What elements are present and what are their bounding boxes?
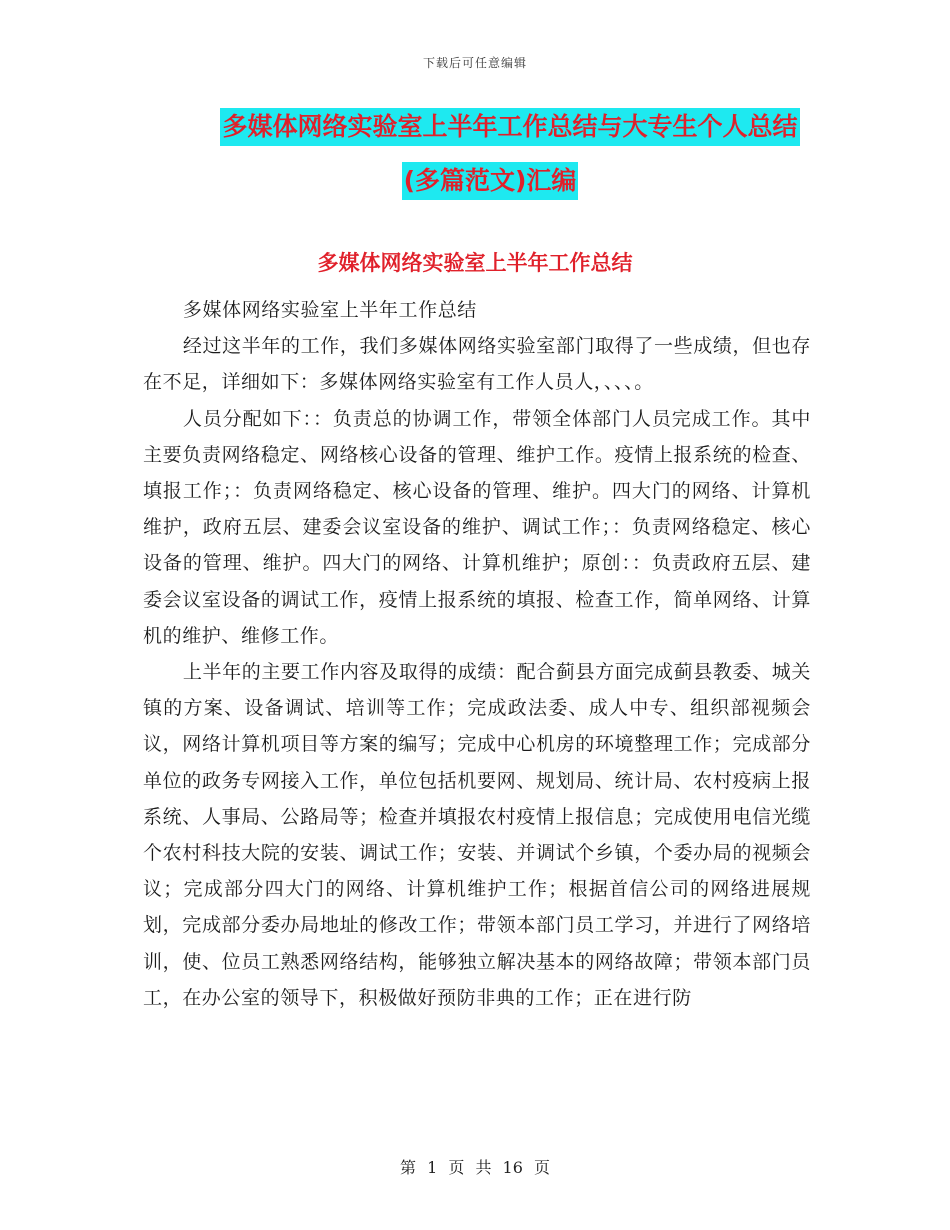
paragraph: 人员分配如下：：负责总的协调工作，带领全体部门人员完成工作。其中主要负责网络稳定、网络核心设备的管理、维护工作。疫情上报系统的检查、填报工作；：负责网络稳定、核心设备的管理、维护。四大门的网络、计算机维护，政府五层、建委会议室设备的维护、调试工作；：负责网络稳定、核心设备的管理、维护。四大门的网络、计算机维护；原创：：负责政府五层、建委会议室设备的调试工作，疫情上报系统的填报、检查工作，简单网络、计算机的维护、维修工作。: [143, 407, 811, 647]
header-note: 下载后可任意编辑: [422, 56, 527, 70]
paragraph: 经过这半年的工作，我们多媒体网络实验室部门取得了一些成绩，但也存在不足，详细如下：多媒体网络实验室有工作人员人，、、、。: [143, 335, 811, 394]
section-title: 多媒体网络实验室上半年工作总结: [317, 251, 633, 275]
paragraph: 上半年的主要工作内容及取得的成绩：配合蓟县方面完成蓟县教委、城关镇的方案、设备调试、培训等工作；完成政法委、成人中专、组织部视频会议，网络计算机项目等方案的编写；完成中心机房的环境整理工作；完成部分单位的政务专网接入工作，单位包括机要网、规划局、统计局、农村疫病上报系统、人事局、公路局等；检查并填报农村疫情上报信息；完成使用电信光缆个农村科技大院的安装、调试工作；安装、并调试个乡镇，个委办局的视频会议；完成部分四大门的网络、计算机维护工作；根据首信公司的网络进展规划，完成部分委办局地址的修改工作；带领本部门员工学习，并进行了网络培训，使、位员工熟悉网络结构，能够独立解决基本的网络故障；带领本部门员工，在办公室的领导下，积极做好预防非典的工作；正在进行防: [143, 661, 811, 1009]
page-footer: 第 1 页 共 16 页: [400, 1158, 550, 1177]
document-title-line-1: 多媒体网络实验室上半年工作总结与大专生个人总结: [220, 108, 799, 146]
document-title-line-2: (多篇范文)汇编: [402, 162, 579, 200]
body-text: [143, 292, 811, 1016]
document-title: [150, 108, 830, 200]
paragraph: 多媒体网络实验室上半年工作总结: [182, 299, 477, 321]
